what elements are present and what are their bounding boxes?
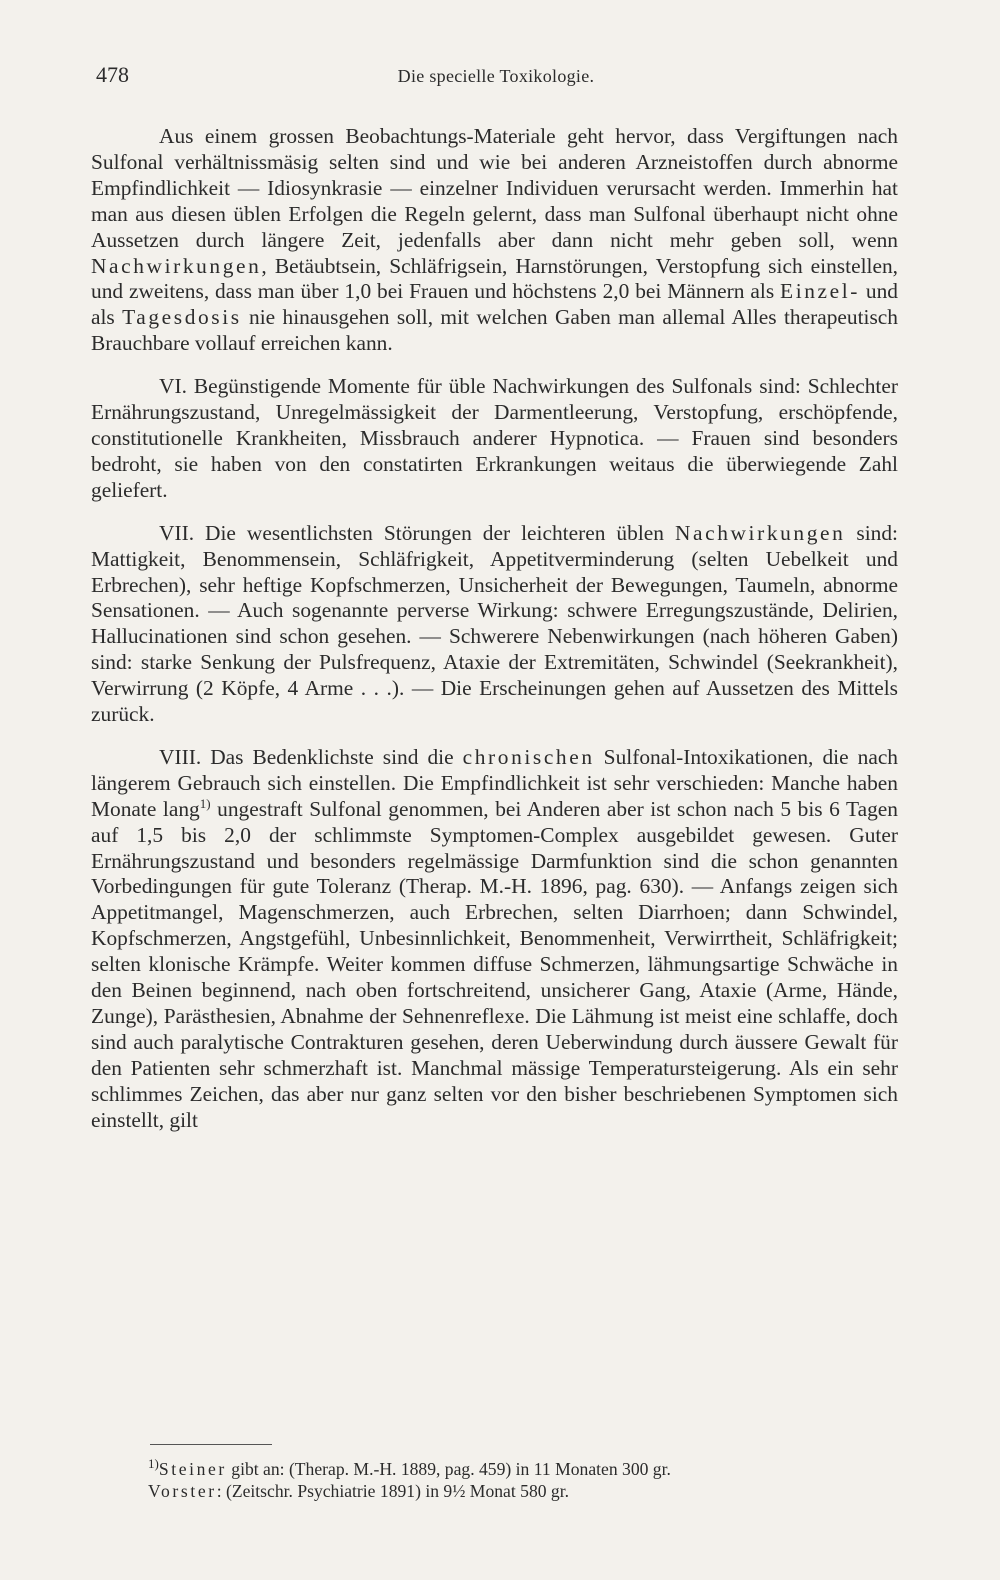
text-run: Sulfonal-Intoxikationen, die nach längerem Gebrauch sich einstellen. Die Empfindlichkeit ist sehr verschieden: Manche haben Monate lang <box>91 744 899 821</box>
footnote-1 <box>148 1458 908 1480</box>
footnote-2 <box>148 1480 908 1502</box>
page-number: 478 <box>96 62 129 87</box>
text-run: , Betäubtsein, Schläfrigsein, Harnstörungen, Verstopfung sich einstellen, und zweitens, dass man über 1,0 bei Frauen und höchstens 2,0 bei Männern als <box>91 253 898 304</box>
spaced-term: Tagesdosis <box>122 305 242 330</box>
paragraph-vii <box>91 521 898 728</box>
running-title: Die specielle Toxikologie. <box>397 66 595 86</box>
spaced-term: Einzel- <box>780 279 861 304</box>
text-run: Aus einem grossen Beobachtungs-Materiale geht hervor, dass Vergiftungen nach Sulfonal verhältnissmäsig selten sind und wie bei anderen Arzneistoffen durch abnorme Empfindlichkeit — Idiosynkrasie — einzelner Individuen verursacht werden. Immerhin hat man aus diesen üblen Erfolgen die Regeln gelernt, dass man Sulfonal überhaupt nicht ohne Aussetzen durch längere Zeit, jedenfalls aber dann nicht mehr geben soll, wenn <box>91 124 898 252</box>
text-run: sind: Mattigkeit, Benommensein, Schläfrigkeit, Appetitverminderung (selten Uebelkeit und Erbrechen), sehr heftige Kopfschmerzen, Unsicherheit der Bewegungen, Taumeln, abnorme Sensationen. — Auch sogenannte perverse Wirkung: schwere Erregungszustände, Delirien, Hallucinationen sind schon gesehen. — Schwerere Nebenwirkungen (nach höheren Gaben) sind: starke Senkung der Pulsfrequenz, Ataxie der Extremitäten, Schwindel (Seekrankheit), Verwirrung (2 Köpfe, 4 Arme . . .). — Die Erscheinungen gehen auf Aussetzen des Mittels zurück. <box>91 520 898 727</box>
text-run: VIII. Das Bedenklichste sind die <box>159 744 463 769</box>
spaced-term: chronischen <box>462 744 595 769</box>
paragraph-sulfonal-observations <box>91 124 898 357</box>
paragraph-viii <box>91 745 898 1134</box>
spaced-term: Nachwirkungen <box>674 520 846 545</box>
footnote-divider <box>150 1444 272 1445</box>
body-text <box>91 124 898 1151</box>
footnotes <box>148 1458 908 1502</box>
footnote-reference: 1) <box>199 795 211 811</box>
footnote-text: : (Zeitschr. Psychiatrie 1891) in 9½ Monat 580 gr. <box>216 1481 570 1501</box>
running-head <box>96 62 896 92</box>
paragraph-vi: VI. Begünstigende Momente für üble Nachwirkungen des Sulfonals sind: Schlechter Ernährungszustand, Unregelmässigkeit der Darmentleerung, Verstopfung, erschöpfende, constitutionelle Krankheiten, Missbrauch anderer Hypnotica. — Frauen sind besonders bedroht, sie haben von den constatirten Erkrankungen weitaus die überwiegende Zahl geliefert. <box>91 374 898 502</box>
footnote-author: Vorster <box>148 1481 217 1501</box>
spaced-term: Nachwirkungen <box>91 253 262 278</box>
footnote-mark: 1) <box>148 1456 159 1472</box>
text-run: nie hinausgehen soll, mit welchen Gaben man allemal Alles therapeutisch Brauchbare vollauf erreichen kann. <box>91 305 898 356</box>
text-run: und als <box>91 279 898 330</box>
text-run: VII. Die wesentlichsten Störungen der leichteren üblen <box>159 520 675 545</box>
footnote-text: gibt an: (Therap. M.-H. 1889, pag. 459) in 11 Monaten 300 gr. <box>226 1459 671 1479</box>
footnote-author: Steiner <box>158 1459 227 1479</box>
text-run: ungestraft Sulfonal genommen, bei Anderen aber ist schon nach 5 bis 6 Tagen auf 1,5 bis 2,0 der schlimmste Symptomen-Complex ausgebildet gewesen. Guter Ernährungszustand und besonders regelmässige Darmfunktion sind die schon genannten Vorbedingungen für gute Toleranz (Therap. M.-H. 1896, pag. 630). — Anfangs zeigen sich Appetitmangel, Magenschmerzen, auch Erbrechen, selten Diarrhoen; dann Schwindel, Kopfschmerzen, Angstgefühl, Unbesinnlichkeit, Benommenheit, Verwirrtheit, Schläfrigkeit; selten klonische Krämpfe. Weiter kommen diffuse Schmerzen, lähmungsartige Schwäche in den Beinen beginnend, nach oben fortschreitend, unsicherer Gang, Ataxie (Arme, Hände, Zunge), Parästhesien, Abnahme der Sehnenreflexe. Die Lähmung ist meist eine schlaffe, doch sind auch paralytische Contrakturen gesehen, deren Ueberwindung durch äussere Gewalt für den Patienten sehr schmerzhaft ist. Manchmal mässige Temperatursteigerung. Als ein sehr schlimmes Zeichen, das aber nur ganz selten vor den bisher beschriebenen Symptomen sich einstellt, gilt <box>91 796 898 1132</box>
